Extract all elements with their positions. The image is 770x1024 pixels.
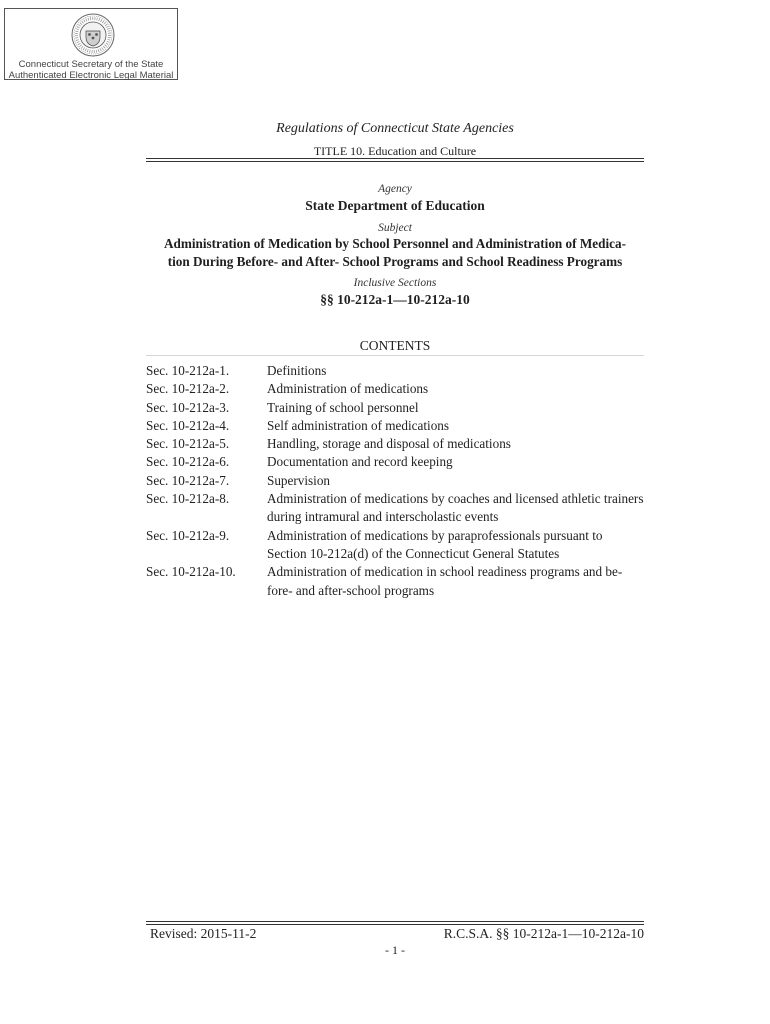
inclusive-sections-value: §§ 10-212a-1—10-212a-10 [320,292,470,307]
contents-heading: CONTENTS [359,338,431,353]
toc-item [146,453,644,471]
page-number: - 1 - [385,943,405,957]
toc-section-title: Training of school personnel [267,399,419,415]
toc-section-number: Sec. 10-212a-6. [146,454,230,470]
toc-section-title: Definitions [267,363,327,378]
regulations-title: Regulations of Connecticut State Agencies [276,121,514,136]
authentication-seal-box [4,8,178,80]
footer-divider [146,921,644,925]
seal-line-2: Authenticated Electronic Legal Material [8,70,174,81]
agency-label: Agency [378,183,412,195]
toc-section-number: Sec. 10-212a-3. [146,399,230,415]
footer-citation: R.C.S.A. §§ 10-212a-1—10-212a-10 [443,926,644,941]
toc-section-title: Administration of medications [267,381,429,397]
toc-section-title: Supervision [267,472,331,488]
toc-item [146,563,644,600]
state-seal-icon [71,13,115,57]
toc-section-title: Administration of medication in school readiness programs and be-fore- and after-school programs [267,564,623,598]
toc-item [146,362,644,380]
toc-section-title: Administration of medications by paraprofessionals pursuant to Section 10-212a(d) of the Connecticut General Statutes [267,527,603,561]
toc-section-number: Sec. 10-212a-8. [146,491,230,507]
seal-line-1: Connecticut Secretary of the State [18,59,164,70]
toc-item [146,490,644,527]
toc-section-number: Sec. 10-212a-1. [146,363,230,378]
subject-label: Subject [378,222,412,234]
agency-name: State Department of Education [305,198,485,213]
toc-section-number: Sec. 10-212a-9. [146,527,230,543]
toc-item [146,527,644,564]
toc-section-number: Sec. 10-212a-4. [146,417,230,433]
subject-line-2: tion During Before- and After- School Programs and School Readiness Programs [167,254,623,269]
toc-section-title: Documentation and record keeping [267,454,453,470]
toc-section-number: Sec. 10-212a-7. [146,472,230,488]
toc-section-title: Handling, storage and disposal of medications [267,436,511,452]
toc-section-title: Administration of medications by coaches and licensed athletic trainers during intramural and interscholastic events [267,491,644,525]
table-of-contents [146,362,644,600]
inclusive-sections-label: Inclusive Sections [353,277,437,289]
header-divider [146,158,644,162]
toc-item [146,399,644,417]
toc-item [146,435,644,453]
toc-section-title: Self administration of medications [267,417,450,433]
toc-item [146,417,644,435]
toc-section-number: Sec. 10-212a-5. [146,436,230,452]
toc-item [146,380,644,398]
subject-line-1: Administration of Medication by School Personnel and Administration of Medica- [164,236,626,251]
toc-section-number: Sec. 10-212a-2. [146,381,230,397]
toc-section-number: Sec. 10-212a-10. [146,564,236,580]
contents-divider [146,355,644,356]
title-subtitle: TITLE 10. Education and Culture [313,144,477,158]
revised-date: Revised: 2015-11-2 [150,926,257,941]
toc-item [146,472,644,490]
